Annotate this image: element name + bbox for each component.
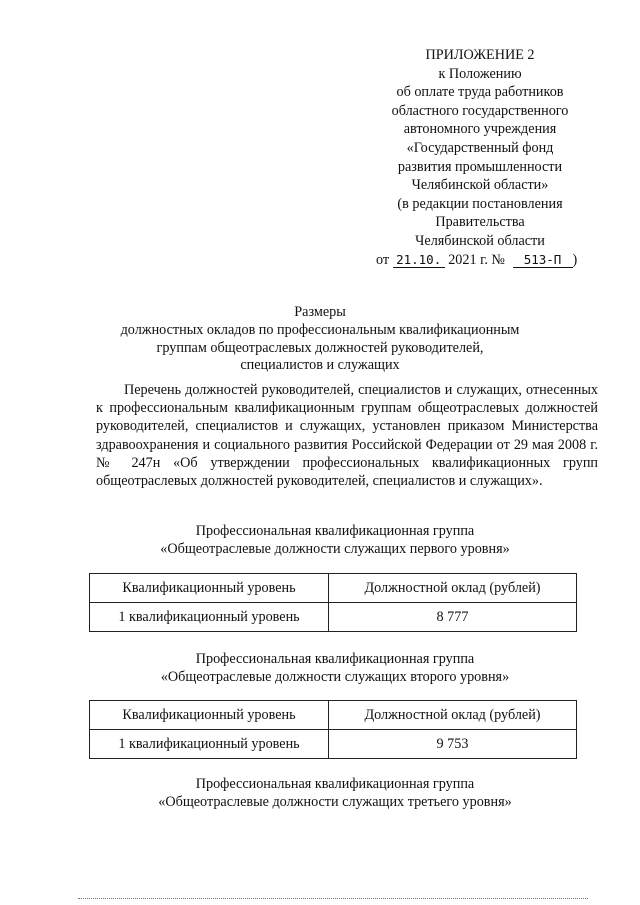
group-heading-second-level	[80, 650, 590, 686]
salary-table-first-level	[89, 573, 577, 632]
cell-level: 1 квалификационный уровень	[90, 603, 329, 632]
appendix-line: (в редакции постановления	[397, 195, 563, 212]
intro-paragraph: Перечень должностей руководителей, специалистов и служащих, отнесенных к профессиональным квалификационным группам общеотраслевых должностей руководителей, специалистов и служащих, установлен приказом Министерства здравоохранения и социального развития Российской Федерации от 29 мая 2008 г. № 247н «Об утверждении профессиональных квалификационных групп общеотраслевых должностей руководителей, специалистов и служащих».	[96, 382, 598, 490]
appendix-line: областного государственного	[391, 102, 569, 119]
decree-date-line	[360, 251, 600, 270]
appendix-line: к Положению	[438, 65, 522, 82]
group-heading-line: Профессиональная квалификационная группа	[195, 776, 475, 792]
column-header-salary: Должностной оклад (рублей)	[329, 574, 577, 603]
group-heading-first-level	[80, 522, 590, 558]
appendix-line: об оплате труда работников	[396, 84, 564, 101]
date-prefix: от	[376, 251, 390, 268]
appendix-line: Челябинской области»	[411, 177, 549, 194]
group-heading-line: «Общеотраслевые должности служащих первого уровня»	[160, 541, 510, 558]
decree-number: 513-П	[513, 253, 573, 268]
table-header-row	[90, 574, 577, 603]
appendix-header	[360, 46, 600, 269]
group-heading-line: «Общеотраслевые должности служащих второго уровня»	[160, 669, 510, 686]
group-heading-line: Профессиональная квалификационная группа	[195, 651, 475, 667]
group-heading-line: Профессиональная квалификационная группа	[195, 523, 475, 539]
column-header-level: Квалификационный уровень	[90, 574, 329, 603]
table-row	[90, 603, 577, 632]
title-line: Размеры	[294, 304, 346, 320]
appendix-line: автономного учреждения	[403, 121, 557, 138]
cell-level: 1 квалификационный уровень	[90, 730, 329, 759]
appendix-line: развития промышленности	[397, 158, 563, 175]
title-line: должностных окладов по профессиональным квалификационным	[120, 321, 520, 338]
table-row	[90, 730, 577, 759]
title-line: группам общеотраслевых должностей руководителей,	[156, 339, 484, 356]
group-heading-line: «Общеотраслевые должности служащих третьего уровня»	[158, 794, 512, 811]
decree-year: 2021 г. №	[448, 251, 505, 268]
appendix-line: Правительства	[435, 214, 525, 231]
table-header-row	[90, 701, 577, 730]
appendix-line: Челябинской области	[415, 232, 545, 249]
column-header-level: Квалификационный уровень	[90, 701, 329, 730]
column-header-salary: Должностной оклад (рублей)	[329, 701, 577, 730]
appendix-title: ПРИЛОЖЕНИЕ 2	[425, 47, 535, 63]
title-line: специалистов и служащих	[240, 357, 400, 374]
decree-date: 21.10.	[393, 253, 445, 268]
appendix-line: «Государственный фонд	[406, 139, 554, 156]
page-bottom-divider	[78, 898, 588, 899]
cell-salary: 9 753	[329, 730, 577, 759]
salary-table-second-level	[89, 700, 577, 759]
group-heading-third-level	[80, 775, 590, 811]
document-title	[80, 304, 560, 375]
cell-salary: 8 777	[329, 603, 577, 632]
close-paren: )	[572, 251, 578, 268]
